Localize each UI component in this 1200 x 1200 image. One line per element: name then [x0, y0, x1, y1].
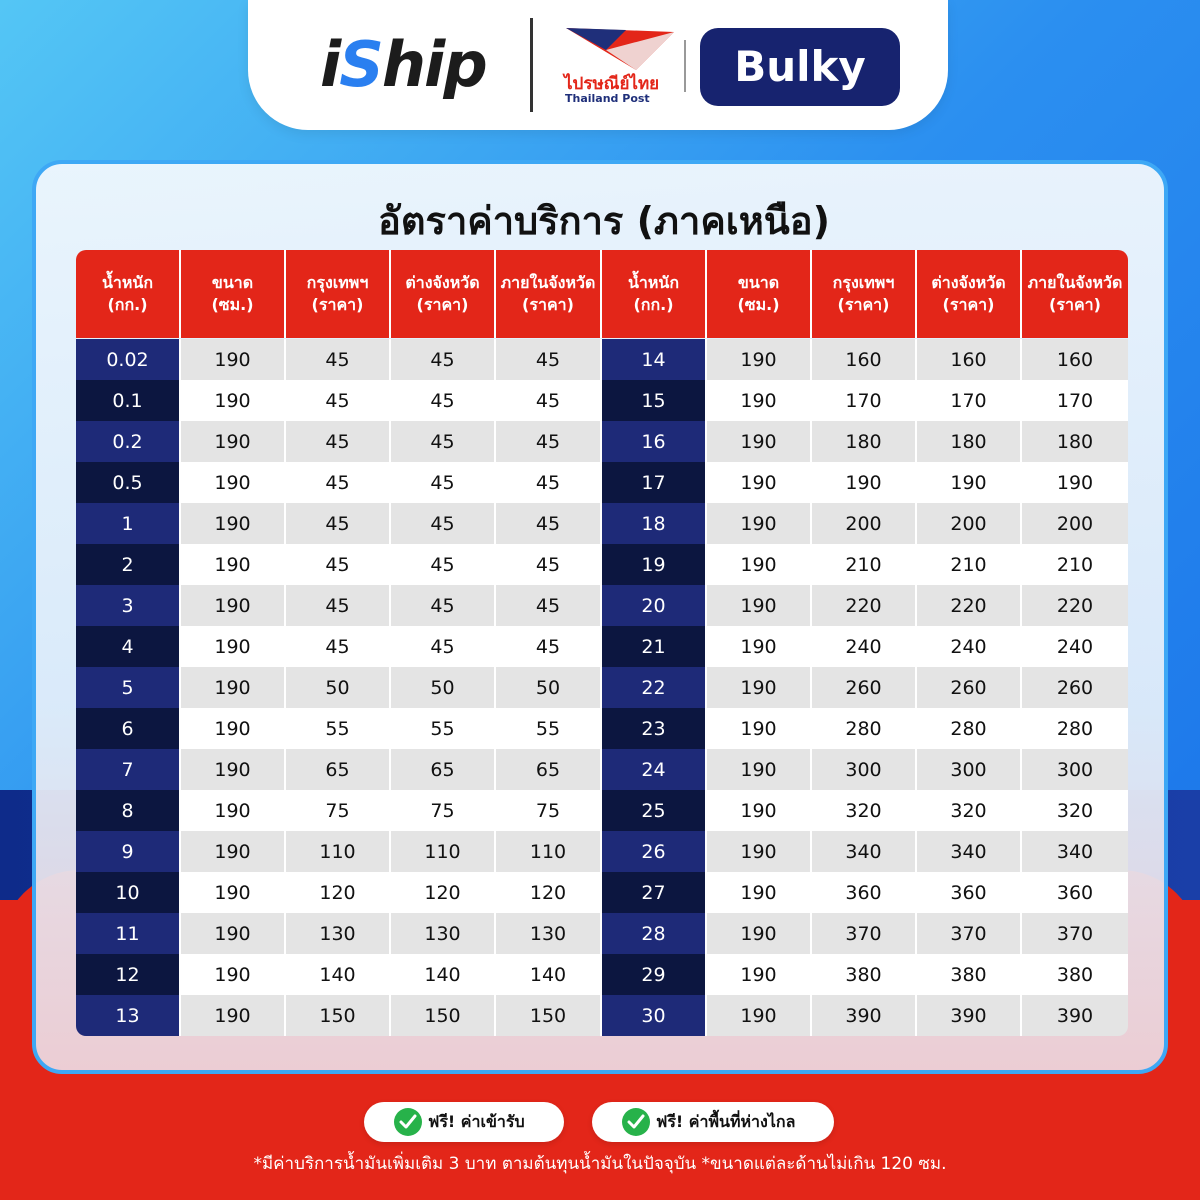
weight-cell: 13 — [76, 995, 181, 1036]
table-row — [76, 585, 1128, 626]
price-cell: 50 — [496, 667, 602, 708]
table-row — [76, 544, 1128, 585]
price-cell: 220 — [812, 585, 917, 626]
weight-cell: 7 — [76, 749, 181, 790]
price-cell: 380 — [812, 954, 917, 995]
column-header: ขนาด (ซม.) — [707, 250, 812, 338]
table-row — [76, 339, 1128, 380]
thailand-post-logo — [560, 26, 690, 108]
table-row — [76, 790, 1128, 831]
price-cell: 190 — [707, 872, 812, 913]
price-cell: 240 — [917, 626, 1022, 667]
table-row — [76, 749, 1128, 790]
price-cell: 160 — [1022, 339, 1128, 380]
price-cell: 370 — [812, 913, 917, 954]
weight-cell: 9 — [76, 831, 181, 872]
price-cell: 45 — [286, 339, 391, 380]
price-cell: 55 — [391, 708, 496, 749]
weight-cell: 18 — [602, 503, 707, 544]
column-header: น้ำหนัก (กก.) — [602, 250, 707, 338]
column-header: กรุงเทพฯ (ราคา) — [286, 250, 391, 338]
price-cell: 300 — [1022, 749, 1128, 790]
price-cell: 320 — [917, 790, 1022, 831]
price-cell: 190 — [917, 462, 1022, 503]
price-cell: 45 — [391, 585, 496, 626]
price-cell: 45 — [286, 626, 391, 667]
price-cell: 45 — [496, 462, 602, 503]
column-header: ต่างจังหวัด (ราคา) — [917, 250, 1022, 338]
table-row — [76, 708, 1128, 749]
price-cell: 45 — [496, 503, 602, 544]
price-cell: 190 — [707, 708, 812, 749]
price-cell: 210 — [1022, 544, 1128, 585]
weight-cell: 14 — [602, 339, 707, 380]
weight-cell: 30 — [602, 995, 707, 1036]
weight-cell: 1 — [76, 503, 181, 544]
weight-cell: 20 — [602, 585, 707, 626]
price-cell: 280 — [1022, 708, 1128, 749]
price-cell: 140 — [496, 954, 602, 995]
price-cell: 380 — [917, 954, 1022, 995]
weight-cell: 16 — [602, 421, 707, 462]
table-row — [76, 667, 1128, 708]
price-cell: 180 — [1022, 421, 1128, 462]
weight-cell: 25 — [602, 790, 707, 831]
price-cell: 390 — [812, 995, 917, 1036]
price-cell: 190 — [181, 380, 286, 421]
price-cell: 45 — [496, 626, 602, 667]
weight-cell: 2 — [76, 544, 181, 585]
price-cell: 65 — [496, 749, 602, 790]
price-cell: 110 — [496, 831, 602, 872]
weight-cell: 0.2 — [76, 421, 181, 462]
price-cell: 120 — [391, 872, 496, 913]
weight-cell: 0.5 — [76, 462, 181, 503]
free-remote-area-label: ฟรี! ค่าพื้นที่ห่างไกล — [656, 1112, 796, 1131]
price-cell: 190 — [181, 913, 286, 954]
price-cell: 170 — [917, 380, 1022, 421]
column-header: กรุงเทพฯ (ราคา) — [812, 250, 917, 338]
price-cell: 370 — [1022, 913, 1128, 954]
price-cell: 240 — [812, 626, 917, 667]
weight-cell: 0.02 — [76, 339, 181, 380]
weight-cell: 24 — [602, 749, 707, 790]
weight-cell: 23 — [602, 708, 707, 749]
price-cell: 190 — [181, 749, 286, 790]
price-cell: 380 — [1022, 954, 1128, 995]
price-cell: 45 — [391, 380, 496, 421]
price-cell: 190 — [707, 585, 812, 626]
weight-cell: 27 — [602, 872, 707, 913]
page-title: อัตราค่าบริการ (ภาคเหนือ) — [378, 199, 830, 243]
price-cell: 120 — [286, 872, 391, 913]
price-cell: 75 — [286, 790, 391, 831]
column-header: ภายในจังหวัด (ราคา) — [1022, 250, 1128, 338]
rate-card — [32, 160, 1168, 1074]
column-header: ภายในจังหวัด (ราคา) — [496, 250, 602, 338]
price-cell: 45 — [391, 626, 496, 667]
table-row — [76, 872, 1128, 913]
price-cell: 190 — [707, 995, 812, 1036]
price-cell: 190 — [181, 790, 286, 831]
price-cell: 190 — [707, 380, 812, 421]
price-cell: 170 — [812, 380, 917, 421]
weight-cell: 15 — [602, 380, 707, 421]
table-row — [76, 462, 1128, 503]
check-circle-icon — [394, 1108, 422, 1136]
price-cell: 45 — [496, 380, 602, 421]
price-cell: 65 — [391, 749, 496, 790]
price-cell: 140 — [286, 954, 391, 995]
price-cell: 190 — [707, 749, 812, 790]
price-cell: 210 — [917, 544, 1022, 585]
price-cell: 45 — [496, 585, 602, 626]
price-cell: 180 — [917, 421, 1022, 462]
price-cell: 45 — [391, 339, 496, 380]
price-cell: 190 — [181, 708, 286, 749]
price-cell: 150 — [286, 995, 391, 1036]
price-cell: 340 — [917, 831, 1022, 872]
table-row — [76, 421, 1128, 462]
price-cell: 200 — [812, 503, 917, 544]
price-cell: 45 — [496, 544, 602, 585]
weight-cell: 29 — [602, 954, 707, 995]
price-cell: 130 — [286, 913, 391, 954]
price-cell: 190 — [181, 954, 286, 995]
footnote: *มีค่าบริการน้ำมันเพิ่มเติม 3 บาท ตามต้นทุนน้ำมันในปัจจุบัน *ขนาดแต่ละด้านไม่เกิน 120 ซม. — [253, 1154, 947, 1174]
price-cell: 45 — [391, 462, 496, 503]
price-cell: 50 — [286, 667, 391, 708]
free-pickup-badge — [364, 1102, 564, 1142]
weight-cell: 26 — [602, 831, 707, 872]
price-cell: 50 — [391, 667, 496, 708]
price-cell: 190 — [181, 831, 286, 872]
table-row — [76, 831, 1128, 872]
price-cell: 55 — [496, 708, 602, 749]
price-cell: 45 — [391, 421, 496, 462]
price-cell: 320 — [1022, 790, 1128, 831]
price-cell: 150 — [496, 995, 602, 1036]
price-cell: 360 — [917, 872, 1022, 913]
price-cell: 150 — [391, 995, 496, 1036]
price-cell: 190 — [707, 913, 812, 954]
header — [248, 0, 948, 130]
weight-cell: 5 — [76, 667, 181, 708]
price-cell: 190 — [181, 544, 286, 585]
price-cell: 240 — [1022, 626, 1128, 667]
price-cell: 160 — [917, 339, 1022, 380]
weight-cell: 4 — [76, 626, 181, 667]
price-cell: 190 — [181, 503, 286, 544]
weight-cell: 28 — [602, 913, 707, 954]
price-cell: 65 — [286, 749, 391, 790]
price-cell: 45 — [496, 421, 602, 462]
price-cell: 45 — [496, 339, 602, 380]
weight-cell: 0.1 — [76, 380, 181, 421]
column-header: ต่างจังหวัด (ราคา) — [391, 250, 496, 338]
price-cell: 130 — [496, 913, 602, 954]
price-cell: 190 — [707, 790, 812, 831]
price-cell: 300 — [812, 749, 917, 790]
weight-cell: 11 — [76, 913, 181, 954]
price-cell: 110 — [391, 831, 496, 872]
price-cell: 320 — [812, 790, 917, 831]
free-remote-area-badge — [592, 1102, 834, 1142]
price-cell: 220 — [1022, 585, 1128, 626]
price-cell: 210 — [812, 544, 917, 585]
price-cell: 180 — [812, 421, 917, 462]
column-header: น้ำหนัก (กก.) — [76, 250, 181, 338]
price-cell: 45 — [286, 421, 391, 462]
price-cell: 160 — [812, 339, 917, 380]
price-cell: 190 — [707, 954, 812, 995]
price-cell: 190 — [707, 339, 812, 380]
price-cell: 120 — [496, 872, 602, 913]
table-row — [76, 954, 1128, 995]
carrier-subtitle: Thailand Post — [565, 92, 650, 105]
price-cell: 280 — [812, 708, 917, 749]
price-cell: 45 — [391, 544, 496, 585]
weight-cell: 6 — [76, 708, 181, 749]
table-row — [76, 503, 1128, 544]
price-cell: 45 — [286, 585, 391, 626]
check-circle-icon — [622, 1108, 650, 1136]
table-row — [76, 995, 1128, 1036]
weight-cell: 22 — [602, 667, 707, 708]
table-row — [76, 913, 1128, 954]
price-cell: 190 — [707, 544, 812, 585]
rate-table — [76, 250, 1128, 1036]
price-cell: 110 — [286, 831, 391, 872]
thailand-post-wing-icon — [566, 26, 676, 74]
weight-cell: 8 — [76, 790, 181, 831]
price-cell: 130 — [391, 913, 496, 954]
price-cell: 190 — [1022, 462, 1128, 503]
price-cell: 45 — [286, 544, 391, 585]
weight-cell: 3 — [76, 585, 181, 626]
price-cell: 340 — [812, 831, 917, 872]
table-header-row — [76, 250, 1128, 338]
price-cell: 260 — [917, 667, 1022, 708]
price-cell: 190 — [707, 626, 812, 667]
price-cell: 190 — [181, 339, 286, 380]
iship-logo: iShip — [320, 28, 486, 101]
weight-cell: 17 — [602, 462, 707, 503]
price-cell: 190 — [181, 626, 286, 667]
table-row — [76, 626, 1128, 667]
price-cell: 190 — [707, 831, 812, 872]
price-cell: 190 — [181, 462, 286, 503]
price-cell: 75 — [391, 790, 496, 831]
price-cell: 170 — [1022, 380, 1128, 421]
price-cell: 280 — [917, 708, 1022, 749]
weight-cell: 10 — [76, 872, 181, 913]
price-cell: 200 — [1022, 503, 1128, 544]
price-cell: 75 — [496, 790, 602, 831]
price-cell: 45 — [286, 462, 391, 503]
weight-cell: 19 — [602, 544, 707, 585]
header-divider — [530, 18, 533, 112]
price-cell: 140 — [391, 954, 496, 995]
price-cell: 190 — [181, 995, 286, 1036]
price-cell: 360 — [812, 872, 917, 913]
price-cell: 190 — [181, 585, 286, 626]
price-cell: 260 — [1022, 667, 1128, 708]
weight-cell: 21 — [602, 626, 707, 667]
price-cell: 55 — [286, 708, 391, 749]
table-row — [76, 380, 1128, 421]
price-cell: 45 — [286, 503, 391, 544]
price-cell: 45 — [391, 503, 496, 544]
price-cell: 300 — [917, 749, 1022, 790]
price-cell: 220 — [917, 585, 1022, 626]
price-cell: 190 — [707, 503, 812, 544]
price-cell: 390 — [917, 995, 1022, 1036]
price-cell: 190 — [707, 667, 812, 708]
price-cell: 190 — [181, 421, 286, 462]
price-cell: 190 — [181, 667, 286, 708]
header-divider-2 — [684, 40, 686, 92]
price-cell: 390 — [1022, 995, 1128, 1036]
price-cell: 370 — [917, 913, 1022, 954]
free-pickup-label: ฟรี! ค่าเข้ารับ — [428, 1112, 525, 1131]
price-cell: 190 — [707, 462, 812, 503]
weight-cell: 12 — [76, 954, 181, 995]
price-cell: 340 — [1022, 831, 1128, 872]
price-cell: 200 — [917, 503, 1022, 544]
price-cell: 260 — [812, 667, 917, 708]
bulky-badge: Bulky — [700, 28, 900, 106]
column-header: ขนาด (ซม.) — [181, 250, 286, 338]
price-cell: 360 — [1022, 872, 1128, 913]
price-cell: 190 — [812, 462, 917, 503]
price-cell: 190 — [707, 421, 812, 462]
price-cell: 190 — [181, 872, 286, 913]
price-cell: 45 — [286, 380, 391, 421]
carrier-name: ไปรษณีย์ไทย — [564, 74, 660, 94]
